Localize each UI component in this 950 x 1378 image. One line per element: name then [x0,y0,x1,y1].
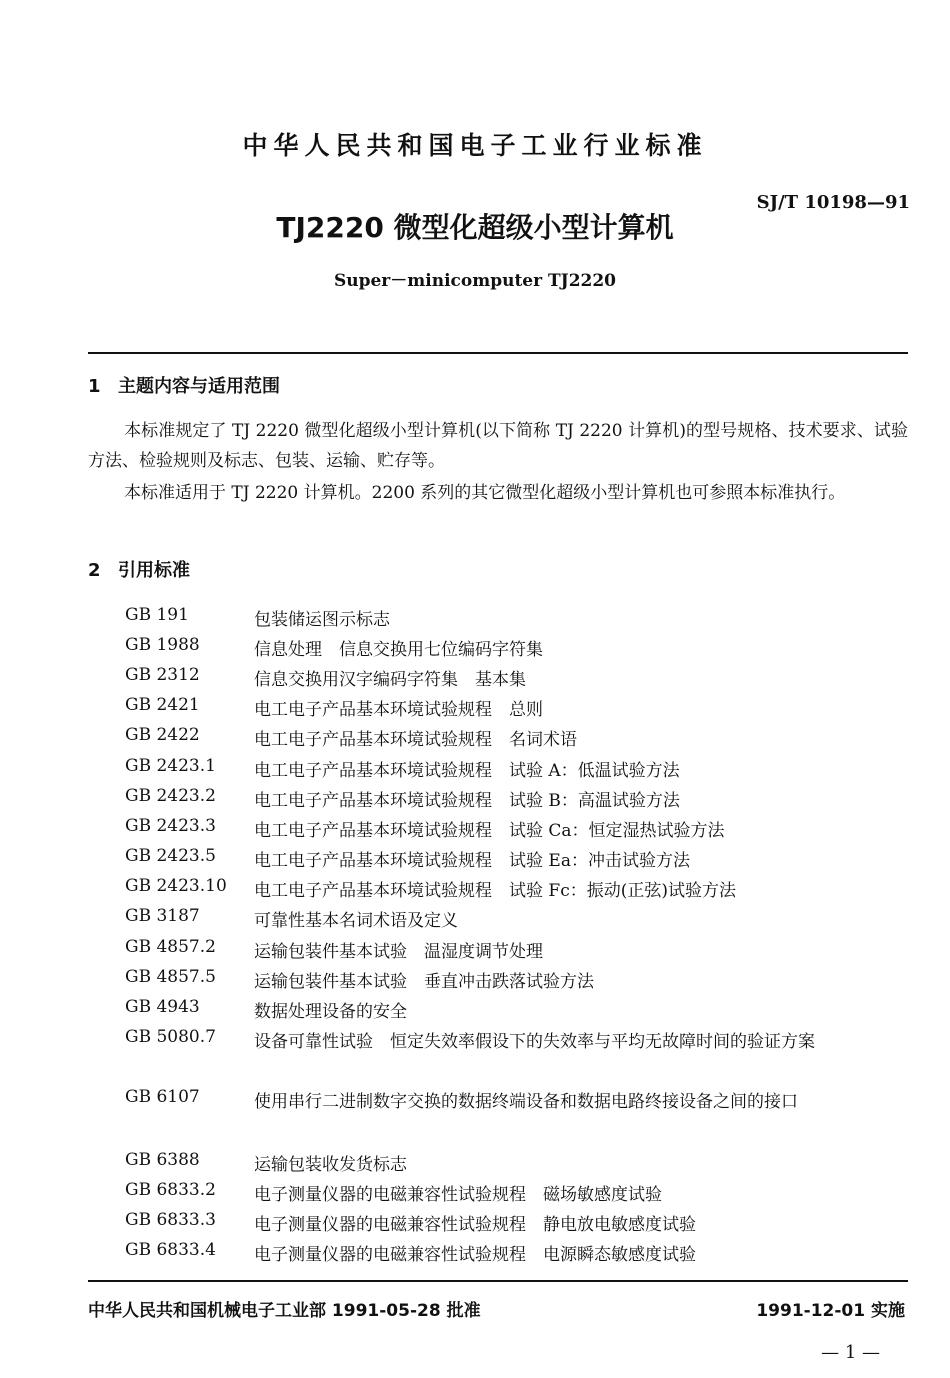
ref-code: GB 6833.2 [125,1180,216,1200]
ref-code: GB 1988 [125,635,200,655]
section-1-paragraph-2 [88,478,908,508]
section-1-paragraph-2-text: 本标准适用于 TJ 2220 计算机。2200 系列的其它微型化超级小型计算机也可参照本标准执行。 [124,483,846,503]
document-subtitle: Super－minicomputer TJ2220 [333,271,617,291]
ref-title: 信息交换用汉字编码字符集 基本集 [254,670,526,690]
section-1-title: 主题内容与适用范围 [118,376,280,397]
ref-title: 信息处理 信息交换用七位编码字符集 [254,640,543,660]
standard-code: SJ/T 10198—91 [756,192,910,213]
ref-title: 数据处理设备的安全 [254,1002,407,1022]
ref-title: 电工电子产品基本环境试验规程 试验 Ca：恒定湿热试验方法 [254,821,725,841]
ref-title: 包装储运图示标志 [254,610,390,630]
section-2-title: 引用标准 [118,560,190,581]
ref-code: GB 6107 [125,1087,200,1107]
ref-title: 电子测量仪器的电磁兼容性试验规程 磁场敏感度试验 [254,1185,662,1205]
ref-code: GB 2423.1 [125,756,216,776]
section-1-paragraph-1-text: 本标准规定了 TJ 2220 微型化超级小型计算机(以下简称 TJ 2220 计算机)的型号规格、技术要求、试验方法、检验规则及标志、包装、运输、贮存等。 [88,421,908,471]
ref-code: GB 5080.7 [125,1027,216,1047]
section-1-heading [88,372,280,398]
ref-title: 电子测量仪器的电磁兼容性试验规程 静电放电敏感度试验 [254,1215,696,1235]
section-1-paragraph-1 [88,416,908,476]
ref-title: 电工电子产品基本环境试验规程 试验 A：低温试验方法 [254,761,680,781]
ref-code: GB 2422 [125,725,200,745]
ref-title: 使用串行二进制数字交换的数据终端设备和数据电路终接设备之间的接口 [254,1092,798,1112]
ref-code: GB 191 [125,605,189,625]
ref-code: GB 4943 [125,997,200,1017]
ref-title: 运输包装收发货标志 [254,1155,407,1175]
page-number: — 1 — [821,1342,880,1363]
ref-title: 电工电子产品基本环境试验规程 总则 [254,700,543,720]
section-2-heading [88,556,190,582]
approval-line: 中华人民共和国机械电子工业部 1991-05-28 批准 [88,1301,481,1321]
effective-date: 1991-12-01 实施 [756,1301,905,1321]
ref-title: 可靠性基本名词术语及定义 [254,911,458,931]
section-2-number: 2 [88,560,101,581]
footer-divider [88,1280,908,1282]
ref-title: 电子测量仪器的电磁兼容性试验规程 电源瞬态敏感度试验 [254,1245,696,1265]
ref-code: GB 2423.10 [125,876,227,896]
ref-title: 电工电子产品基本环境试验规程 名词术语 [254,730,577,750]
ref-code: GB 2423.3 [125,816,216,836]
ref-code: GB 2421 [125,695,200,715]
ref-title: 电工电子产品基本环境试验规程 试验 B：高温试验方法 [254,791,680,811]
ref-title: 运输包装件基本试验 温湿度调节处理 [254,942,543,962]
ref-code: GB 6388 [125,1150,200,1170]
ref-title: 电工电子产品基本环境试验规程 试验 Ea：冲击试验方法 [254,851,690,871]
section-1-number: 1 [88,376,101,397]
document-title: TJ2220 微型化超级小型计算机 [276,211,674,244]
ref-code: GB 3187 [125,906,200,926]
ref-title: 设备可靠性试验 恒定失效率假设下的失效率与平均无故障时间的验证方案 [254,1032,815,1052]
ministry-title: 中华人民共和国电子工业行业标准 [242,131,708,160]
ref-code: GB 2423.5 [125,846,216,866]
ref-code: GB 6833.4 [125,1240,216,1260]
ref-code: GB 6833.3 [125,1210,216,1230]
header-divider [88,352,908,354]
ref-title: 电工电子产品基本环境试验规程 试验 Fc：振动(正弦)试验方法 [254,881,736,901]
ref-code: GB 4857.2 [125,937,216,957]
ref-code: GB 2312 [125,665,200,685]
ref-code: GB 2423.2 [125,786,216,806]
ref-code: GB 4857.5 [125,967,216,987]
ref-title: 运输包装件基本试验 垂直冲击跌落试验方法 [254,972,594,992]
